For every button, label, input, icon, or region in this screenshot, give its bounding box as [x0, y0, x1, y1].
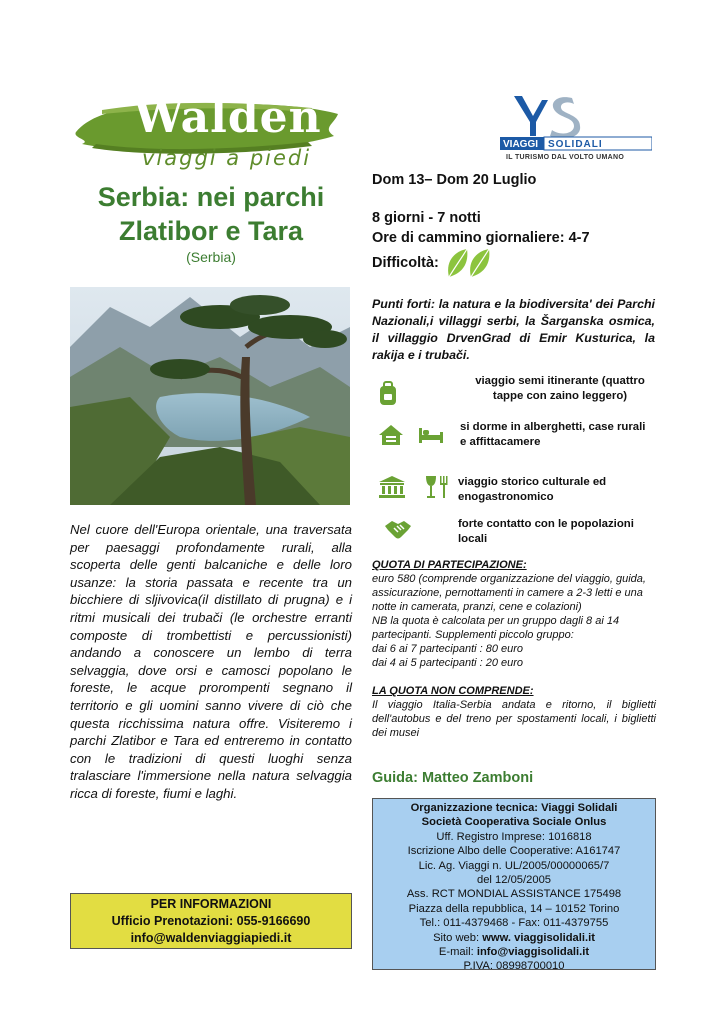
walking-hours: Ore di cammino giornaliere: 4-7	[372, 230, 590, 246]
walden-logo	[72, 88, 347, 178]
quota-supplement-1: dai 6 ai 7 partecipanti : 80 euro	[372, 643, 524, 655]
exclusions-heading: LA QUOTA NON COMPRENDE:	[372, 685, 534, 697]
feature-text-lodging: si dorme in alberghetti, case rurali e affittacamere	[460, 421, 646, 448]
country-subtitle: (Serbia)	[186, 249, 236, 265]
organization-box	[372, 798, 656, 973]
email-label: E-mail:	[438, 946, 477, 959]
wine-fork-icon	[424, 474, 448, 505]
org-line-7: Ass. RCT MONDIAL ASSISTANCE 175498	[406, 888, 622, 901]
info-phone[interactable]: Ufficio Prenotazioni: 055-9166690	[111, 914, 311, 928]
leaf-icon	[445, 247, 493, 279]
viaggi-solidali-logo	[500, 92, 652, 166]
trip-highlights: Punti forti: la natura e la biodiversita' dei Parchi Nazionali,i villaggi serbi, la Šarganska osmica, il villaggio DrvenGrad di Emir Kusturica, la rakija e i trubači.	[372, 297, 655, 362]
org-line-5: Lic. Ag. Viaggi n. UL/2005/00000065/7	[418, 859, 610, 872]
intro-paragraph: Nel cuore dell'Europa orientale, una traversata per paesaggi profondamente rurali, alla scoperta delle genti balcaniche e delle loro usanze: la storia passata e recente tra un bicchiere di sljivovica(il distillato di prugna) e i ritmi musicali dei trubači (le orchestre erranti composte di trombettisti e percussionisti) andando a conoscere un lembo di terra selvaggia, dove orsi e camosci popolano le foreste, le acque prorompenti segnano il territorio e gli uomini sanno vivere di ciò che questa ricchissima natura offre. Visiteremo i parchi Zlatibor e Tara ed entreremo in contatto con le tradizioni di questi luoghi senza tralasciare l'immersione nella natura selvaggia ricca di foreste, fiumi e laghi.	[70, 522, 352, 801]
org-line-2: Società Cooperativa Sociale Onlus	[421, 816, 607, 829]
quota-heading: QUOTA DI PARTECIPAZIONE:	[372, 559, 527, 571]
guide-name: Guida: Matteo Zamboni	[372, 770, 534, 786]
org-line-4: Iscrizione Albo delle Cooperative: A161747	[407, 845, 621, 858]
org-line-1: Organizzazione tecnica: Viaggi Solidali	[410, 802, 618, 814]
quota-text: euro 580 (comprende organizzazione del viaggio, guida, assicurazione, pernottamenti in camere a 2-3 letti e una notte in camerata, pranzi, cene e colazioni)	[372, 573, 646, 613]
email-link[interactable]: info@viaggisolidali.it	[476, 946, 590, 959]
info-email[interactable]: info@waldenviaggiapiedi.it	[130, 931, 292, 945]
trip-days: 8 giorni - 7 notti	[372, 210, 481, 226]
price-section	[372, 558, 656, 740]
trip-dates: Dom 13– Dom 20 Luglio	[372, 172, 537, 188]
feature-text-culture: viaggio storico culturale ed enogastronomico	[458, 476, 607, 503]
org-website	[373, 931, 655, 945]
org-line-8: Piazza della repubblica, 14 – 10152 Torino	[408, 902, 620, 915]
museum-icon	[378, 476, 406, 503]
org-line-9: Tel.: 011-4379468 - Fax: 011-4379755	[419, 917, 609, 930]
house-icon	[378, 424, 404, 451]
landscape-photo	[70, 287, 350, 505]
title-line-1: Serbia: nei parchi	[97, 182, 325, 212]
org-email	[373, 945, 655, 959]
website-link[interactable]: www. viaggisolidali.it	[482, 931, 595, 944]
website-label: Sito web:	[433, 931, 483, 944]
info-heading: PER INFORMAZIONI	[150, 897, 272, 911]
quota-supplement-2: dai 4 ai 5 partecipanti : 20 euro	[372, 657, 524, 669]
org-vat: P.IVA: 08998700010	[463, 960, 565, 973]
org-line-3: Uff. Registro Imprese: 1016818	[436, 830, 592, 843]
difficulty-label: Difficoltà:	[372, 255, 439, 271]
difficulty-row	[372, 247, 493, 279]
trip-duration	[372, 208, 590, 248]
title-line-2: Zlatibor e Tara	[118, 216, 304, 246]
feature-text-itinerant: viaggio semi itinerante (quattro tappe con zaino leggero)	[475, 375, 645, 402]
exclusions-text: Il viaggio Italia-Serbia andata e ritorno, il biglietti dell'autobus e del treno per spostamenti locali, i biglietti dei musei	[372, 699, 656, 739]
feature-text-contact: forte contatto con le popolazioni locali	[458, 518, 634, 545]
walden-brand-text: Walden	[134, 92, 322, 143]
vs-tagline: IL TURISMO DAL VOLTO UMANO	[506, 154, 625, 161]
vs-emblem-icon	[500, 92, 652, 152]
handshake-icon	[384, 518, 412, 545]
walden-tagline: viaggi a piedi	[142, 146, 312, 170]
vs-name-part1: VIAGGI	[503, 139, 539, 150]
page-title	[72, 180, 350, 248]
backpack-icon	[378, 380, 398, 411]
bed-icon	[418, 426, 444, 449]
quota-note: NB la quota è calcolata per un gruppo dagli 8 ai 14 partecipanti. Supplementi piccolo gruppo:	[372, 615, 620, 641]
vs-name-part2: SOLIDALI	[548, 139, 603, 150]
org-line-6: del 12/05/2005	[476, 874, 552, 887]
info-box	[70, 893, 352, 949]
